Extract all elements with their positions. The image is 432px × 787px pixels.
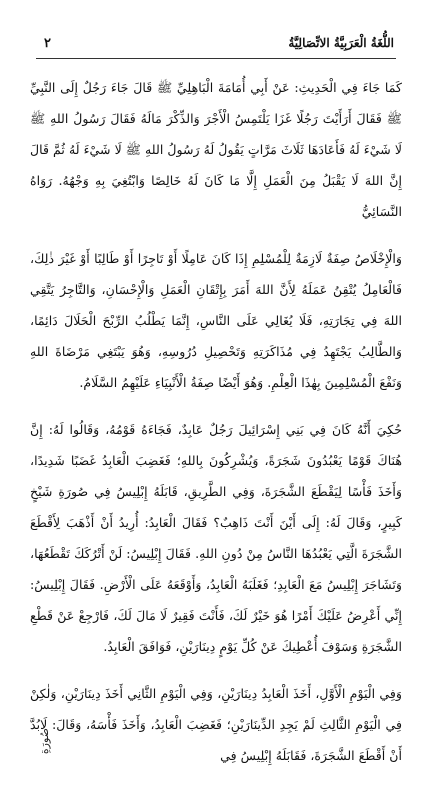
paragraph-ikhlas: وَالْإِخْلَاصُ صِفَةٌ لَازِمَةٌ لِلْمُسْلِمِ إِذَا كَانَ عَامِلًا أَوْ تَاجِرًا أَوْ طَالِبًا أَوْ غَيْرَ ذٰلِكَ، فَالْعَامِلُ يُتْقِنُ عَمَلَهُ لِأَنَّ اللهَ أَمَرَ بِإِتْقَانِ الْعَمَلِ وَالْإِحْسَانِ، وَالتَّاجِرُ يَتَّقِي اللهَ فِي تِجَارَتِهِ، فَلَا يُغَالِي عَلَى النَّاسِ، إِنَّمَا يَطْلُبُ الرِّبْحَ الْحَلَالَ دَائِمًا، وَالطَّالِبُ يَجْتَهِدُ فِي مُذَاكَرَتِهِ وَتَحْصِيلِ دُرُوسِهِ، وَهُوَ يَبْتَغِي مَرْضَاةَ اللهِ وَنَفْعَ الْمُسْلِمِينَ بِهٰذَا الْعِلْمِ. وَهُوَ أَيْضًا صِفَةُ الْأَنْبِيَاءِ عَلَيْهِمُ السَّلَامُ. xyxy=(30,251,402,390)
catchword: صُورَةِ xyxy=(38,728,51,755)
header-rule xyxy=(36,58,396,59)
running-title: اللُّغَةُ الْعَرَبِيَّةُ الاتِّصَالِيَّةُ xyxy=(288,36,394,50)
paragraph-continuation: وَفِي الْيَوْمِ الْأَوَّلِ، أَخَذَ الْعَابِدُ دِينَارَيْنِ، وَفِي الْيَوْمِ الثَّانِي أَخَذَ دِينَارَيْنِ، وَلٰكِنْ فِي الْيَوْمِ الثَّالِثِ لَمْ يَجِدِ الدِّينَارَيْنِ؛ فَغَضِبَ الْعَابِدُ، وَأَخَذَ فَأْسَهُ، وَقَالَ: لَابُدَّ أَنْ أَقْطَعَ الشَّجَرَةَ، فَقَابَلَهُ إِبْلِيسُ فِي xyxy=(30,686,402,763)
page-header xyxy=(36,36,396,58)
paragraph-story: حُكِيَ أَنَّهُ كَانَ فِي بَنِي إِسْرَائِيلَ رَجُلٌ عَابِدٌ، فَجَاءَهُ قَوْمُهُ، وَقَالُوا لَهُ: إِنَّ هُنَاكَ قَوْمًا يَعْبُدُونَ شَجَرَةً، وَيُشْرِكُونَ بِاللهِ؛ فَغَضِبَ الْعَابِدُ غَضَبًا شَدِيدًا، وَأَخَذَ فَأْسًا لِيَقْطَعَ الشَّجَرَةَ، وَفِي الطَّرِيقِ، قَابَلَهُ إِبْلِيسُ فِي صُورَةِ شَيْخٍ كَبِيرٍ، وَقَالَ لَهُ: إِلَى أَيْنَ أَنْتَ ذَاهِبٌ؟ فَقَالَ الْعَابِدُ: أُرِيدُ أَنْ أَذْهَبَ لِأَقْطَعَ الشَّجَرَةَ الَّتِي يَعْبُدُهَا النَّاسُ مِنْ دُونِ اللهِ. فَقَالَ إِبْلِيسُ: لَنْ أَتْرُكَكَ تَقْطَعُهَا، وَتَشَاجَرَ إِبْلِيسُ مَعَ الْعَابِدِ؛ فَغَلَبَهُ الْعَابِدُ، وَأَوْقَعَهُ عَلَى الْأَرْضِ. فَقَالَ إِبْلِيسُ: إِنِّي أَعْرِضُ عَلَيْكَ أَمْرًا هُوَ خَيْرٌ لَكَ، فَأَنْتَ فَقِيرٌ لَا مَالَ لَكَ، فَارْجِعْ عَنْ قَطْعِ الشَّجَرَةِ وَسَوْفَ أُعْطِيكَ عَنْ كُلِّ يَوْمٍ دِينَارَيْنِ، فَوَافَقَ الْعَابِدُ. xyxy=(30,422,402,654)
paragraph-hadith: كَمَا جَاءَ فِي الْحَدِيثِ: عَنْ أَبِي أُمَامَةَ الْبَاهِلِيِّ ﷺ قَالَ جَاءَ رَجُلٌ إِلَى النَّبِيِّ ﷺ فَقَالَ أَرَأَيْتَ رَجُلًا غَزَا يَلْتَمِسُ الْأَجْرَ وَالذِّكْرَ مَالَهُ فَقَالَ رَسُولُ اللهِ ﷺ لَا شَيْءَ لَهُ فَأَعَادَهَا ثَلَاثَ مَرَّاتٍ يَقُولُ لَهُ رَسُولُ اللهِ ﷺ لَا شَيْءَ لَهُ ثُمَّ قَالَ إِنَّ اللهَ لَا يَقْبَلُ مِنَ الْعَمَلِ إِلَّا مَا كَانَ لَهُ خَالِصًا وَابْتُغِيَ بِهِ وَجْهُهُ. رَوَاهُ النَّسَائِيُّ xyxy=(30,80,402,219)
page-number: ٢ xyxy=(44,36,51,51)
page-body xyxy=(30,72,402,787)
